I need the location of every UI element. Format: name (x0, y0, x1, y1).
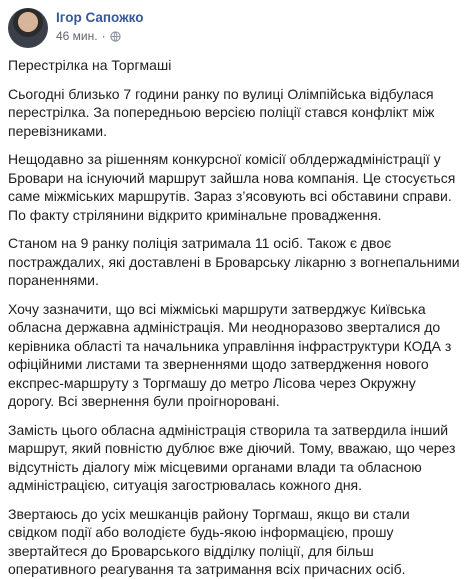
author-name[interactable]: Ігор Сапожко (56, 10, 144, 25)
paragraph-incident: Сьогодні близько 7 години ранку по вулиці Олімпійська відбулася перестрілка. За попередньою версією поліції стався конфлікт між перевізниками. (8, 85, 435, 139)
timestamp-row (56, 29, 143, 43)
avatar[interactable] (8, 8, 48, 48)
post-title: Перестрілка на Торгмаші (8, 57, 172, 73)
post-header (8, 8, 462, 48)
paragraph-appeals: Хочу зазначити, що всі міжміські маршрути затверджує Київська обласна державна адміністрація. Ми неодноразово зверталися до керівника області та начальника управління інфраструктури КОДА з офіційними листами та зверненнями щодо затвердження нового експрес-маршруту з Торгмашу до метро Лісова через Окружну дорогу. Всі звернення були проігноровані. (8, 300, 452, 409)
paragraph-background: Нещодавно за рішенням конкурсної комісії облдержадміністрації у Бровари на існуючий маршрут зайшла нова компанія. Це стосується саме міжміських маршрутів. Зараз з’ясовують всі обставини справи. По факту стрілянини відкрито кримінальне провадження. (8, 151, 456, 223)
paragraph-detentions: Станом на 9 ранку поліція затримала 11 осіб. Також є двоє постраждалих, які доставлені в Броварську лікарню з вогнепальними пораненнями. (8, 235, 460, 288)
post-meta (56, 8, 143, 43)
post-text (8, 56, 462, 579)
paragraph-call-to-witnesses: Звертаюсь до усіх мешканців району Торгмаш, якщо ви стали свідком події або володієте будь-якою інформацією, прошу звертайтеся до Броварського відділку поліції, для більш оперативного реагування та затримання всіх причасних осіб. (8, 505, 410, 577)
separator-dot: · (101, 29, 106, 43)
globe-icon[interactable] (110, 31, 121, 42)
paragraph-duplicate-route: Замість цього обласна адміністрація створила та затвердила інший маршрут, який повністю дублює вже діючий. Тому, вважаю, що через відсутність діалогу між місцевими органами влади та обласною адміністрацією, ситуація загострювалась кожного дня. (8, 421, 456, 493)
post-time[interactable]: 46 мин. (56, 29, 98, 43)
